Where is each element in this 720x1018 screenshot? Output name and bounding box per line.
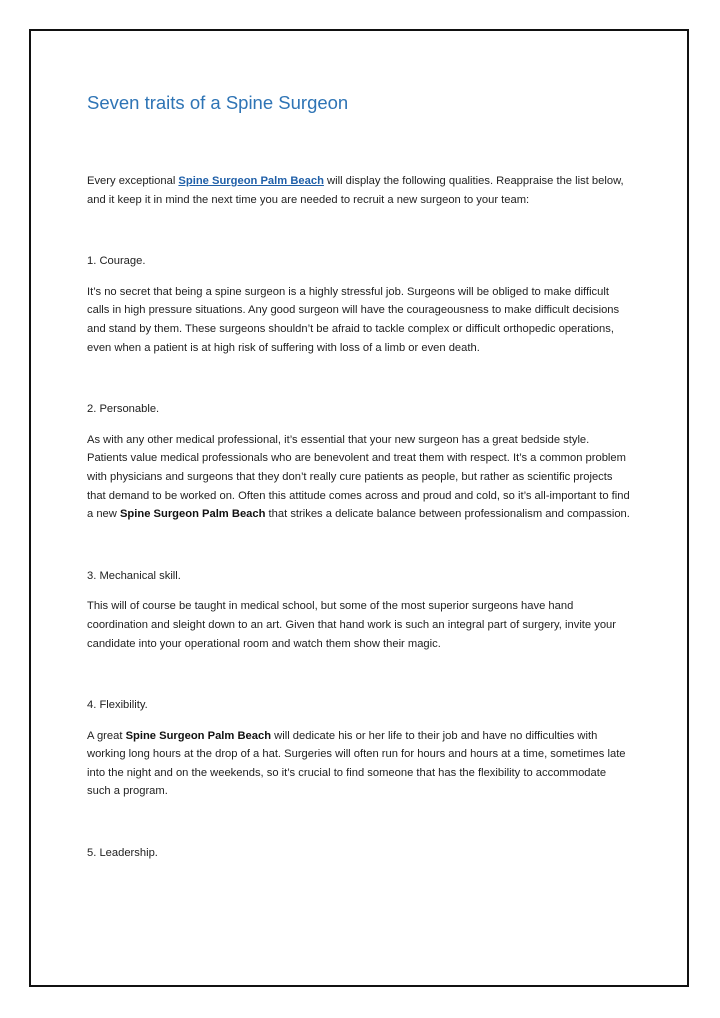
document-content [87,91,632,863]
section-heading-leadership: 5. Leadership. [87,847,158,860]
intro-paragraph [87,172,632,209]
keyword-bold: Spine Surgeon Palm Beach [125,729,272,742]
section-heading-personable: 2. Personable. [87,403,160,416]
document-title: Seven traits of a Spine Surgeon [87,92,349,113]
section-body-personable [87,431,632,524]
personable-text-before: As with any other medical professional, it’s essential that your new surgeon has a great bedside style. Patients value medical professionals who are benevolent and treat them with respect. It’s a common problem with physicians and surgeons that they don’t really cure patients as people, but rather as scientific projects that demand to be worked on. Often this attitude comes across and proud and cold, so it’s all-important to find a new [87,433,630,521]
flexibility-text-before: A great [87,729,126,742]
flexibility-text-after: will dedicate his or her life to their job and have no difficulties with working long hours at the drop of a hat. Surgeries will often run for hours and hours at a time, sometimes late into the night and on the weekends, so it’s crucial to find someone that has the flexibility to accommodate such a program. [87,729,626,798]
intro-text-before: Every exceptional [87,175,179,187]
section-heading-flexibility: 4. Flexibility. [87,699,148,712]
section-heading-courage: 1. Courage. [87,255,146,268]
personable-text-after: that strikes a delicate balance between professionalism and compassion. [265,508,630,521]
section-body-mechanical-skill: This will of course be taught in medical school, but some of the most superior surgeons have hand coordination and sleight down to an art. Given that hand work is such an integral part of surgery, invite your candidate into your operational room and watch them show their magic. [87,600,617,650]
section-body-flexibility [87,727,632,801]
document-page [29,29,689,987]
section-heading-mechanical-skill: 3. Mechanical skill. [87,569,181,582]
section-body-courage: It’s no secret that being a spine surgeon is a highly stressful job. Surgeons will be obliged to make difficult calls in high pressure situations. Any good surgeon will have the courageousness to make difficult decisions and stand by them. These surgeons shouldn’t be afraid to tackle complex or difficult orthopedic operations, even when a patient is at high risk of suffering with loss of a limb or even death. [87,285,620,354]
keyword-link[interactable]: Spine Surgeon Palm Beach [178,175,324,187]
intro-text-after: will display the following qualities. Reappraise the list below, and it keep it in mind the next time you are needed to recruit a new surgeon to your team: [87,175,624,206]
keyword-bold: Spine Surgeon Palm Beach [119,508,266,521]
